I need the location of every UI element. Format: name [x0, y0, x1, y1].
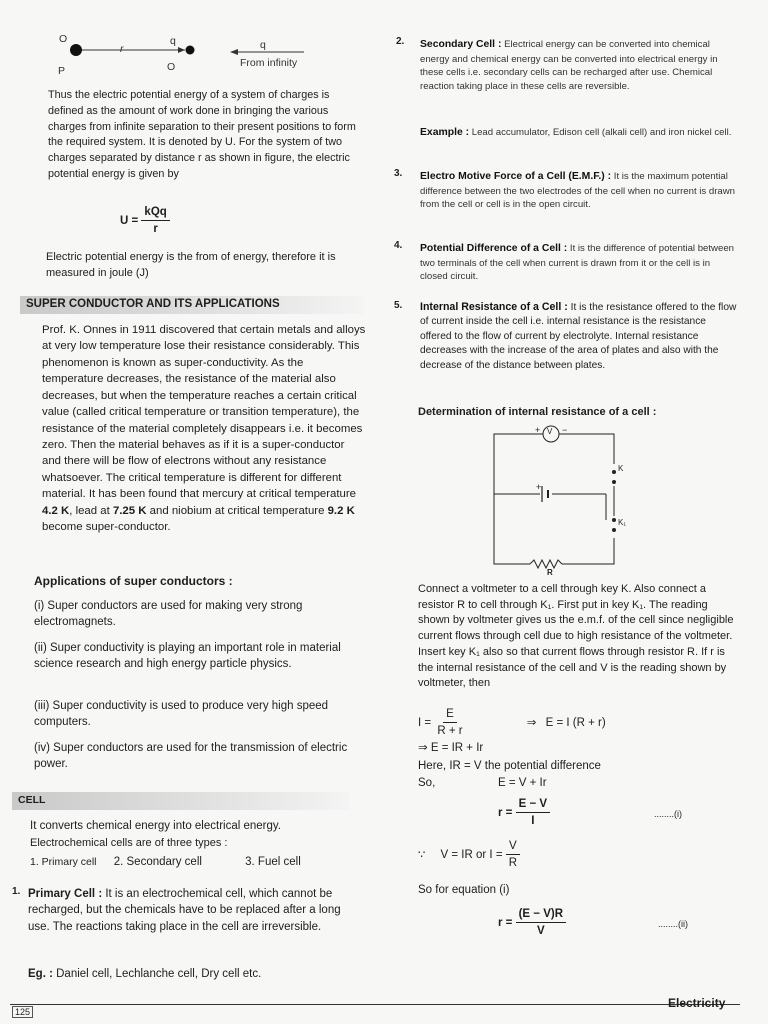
cell-heading-band — [12, 792, 350, 810]
app-item-2: (ii) Super conductivity is playing an important role in material science research and high energy particle physics. — [34, 642, 341, 671]
example-title: Example : — [420, 127, 470, 138]
eq5-den: V — [536, 925, 545, 938]
secondary-text: Electrical energy can be converted into chemical energy and chemical energy can be converted into electrical energy in these cells i.e. secondary cells can be recharged after use. Chemical reaction taking place in these cells are reversible. — [420, 39, 718, 92]
connect-paragraph: Connect a voltmeter to a cell through key K. Also connect a resistor R to cell through K₁. First put in key K₁. The reading shown by voltmeter gives us the e.m.f. of the cell since negligible current flows through cell due to high resistance of the voltmeter. Insert key K₁ also so that current flows through resistor R. If r is the internal resistance of the cell and V is the reading shown by voltmeter, then — [418, 583, 734, 690]
cell-line-2: Electrochemical cells are of three types : — [30, 837, 228, 849]
cell-type-3: 3. Fuel cell — [245, 856, 301, 868]
sc-value-niobium: 9.2 K — [327, 504, 355, 517]
primary-title: Primary Cell : — [28, 888, 103, 900]
here-line: Here, IR = V the potential difference — [418, 760, 601, 772]
charge-p-label: P — [58, 65, 66, 77]
top-o-label: O — [59, 33, 68, 45]
item-5-num: 5. — [394, 300, 403, 311]
eq1-den: R + r — [437, 725, 463, 738]
cell-type-2: 2. Secondary cell — [113, 856, 202, 868]
app-item-4: (iv) Super conductors are used for the transmission of electric power. — [34, 742, 348, 771]
equation-4 — [418, 838, 520, 872]
formula-u — [120, 204, 170, 238]
plus-sign-cell: + — [536, 482, 542, 492]
plus-sign-top: + — [535, 425, 541, 435]
eq5-lhs: r = — [498, 916, 513, 929]
sc-value-mercury: 4.2 K — [42, 504, 70, 517]
ir-text: It is the resistance offered to the flow of current inside the cell i.e. internal resistance is the resistance offered to the flow of current by electrolyte. Internal resistance decreases with the increase of the area of plates and also with the decrease of the distance between plates. — [420, 302, 737, 371]
app-item-1: (i) Super conductors are used for making very strong electromagnets. — [34, 600, 303, 629]
example-paragraph — [420, 126, 740, 141]
r-label: r — [120, 43, 124, 55]
app-item-3: (iii) Super conductivity is used to produce very high speed computers. — [34, 700, 329, 729]
eq3-den: I — [531, 815, 535, 828]
minus-sign-top: − — [562, 425, 568, 435]
primary-num: 1. — [12, 886, 21, 897]
energy-paragraph: Thus the electric potential energy of a system of charges is defined as the amount of work done in bringing the various charges from infinite separation to their present positions to form the required system. It is denoted by U. For the system of two charges separated by distance r as shown in figure, the electric potential energy is given by — [48, 89, 356, 180]
example-text: Lead accumulator, Edison cell (alkali cell) and iron nickel cell. — [469, 127, 732, 138]
sc-text-b: , lead at — [69, 504, 113, 517]
emf-text: It is the maximum potential difference between the two electrodes of the cell when no current is drawn from the cell or cell is in the open circuit. — [420, 171, 736, 211]
eq1-rhs: E = I (R + r) — [545, 716, 606, 729]
eq4-lhs: V = IR or I = — [440, 848, 503, 861]
so-equation: E = V + Ir — [498, 777, 547, 789]
eq5-num: (E − V)R — [516, 906, 566, 923]
eq3-lhs: r = — [498, 806, 513, 819]
charge-o-dot — [186, 46, 195, 55]
eq1-num: E — [443, 706, 457, 723]
sc-text-d: become super-conductor. — [42, 521, 171, 534]
cell-types — [30, 854, 366, 870]
applications-heading: Applications of super conductors : — [34, 574, 233, 588]
key-k-symbol — [612, 470, 616, 474]
cell-line-1: It converts chemical energy into electrical energy. — [30, 820, 281, 832]
item-4-num: 4. — [394, 240, 403, 251]
emf-title: Electro Motive Force of a Cell (E.M.F.) : — [420, 171, 612, 182]
equation-2: ⇒ E = IR + Ir — [418, 742, 484, 754]
cell-heading: CELL — [18, 794, 46, 806]
equation-5 — [498, 906, 738, 940]
charge-p-dot — [70, 44, 82, 56]
determination-heading: Determination of internal resistance of a cell : — [418, 406, 657, 418]
so-for-equation: So for equation (i) — [418, 884, 510, 896]
equation-1 — [418, 706, 606, 740]
so-label: So, — [418, 777, 436, 789]
top-q-label: q — [170, 35, 176, 47]
secondary-title: Secondary Cell : — [420, 39, 502, 50]
key-k1-label: K₁ — [618, 518, 627, 527]
formula-u-den: r — [153, 223, 158, 236]
because-symbol: ∵ — [418, 848, 426, 861]
formula-u-num: kQq — [141, 204, 169, 221]
ir-title: Internal Resistance of a Cell : — [420, 301, 568, 313]
emf-paragraph — [420, 170, 740, 212]
key-k-label: K — [618, 464, 624, 473]
eq4-den: R — [508, 857, 518, 870]
eg-text: Daniel cell, Lechlanche cell, Dry cell etc. — [52, 968, 262, 980]
so-line — [418, 775, 738, 791]
q-inf-label: q — [260, 39, 266, 51]
primary-cell-paragraph — [28, 886, 364, 935]
superconductor-heading: SUPER CONDUCTOR AND ITS APPLICATIONS — [26, 298, 280, 310]
item-3-num: 3. — [394, 168, 403, 179]
energy-note: Electric potential energy is the from of energy, therefore it is measured in joule (J) — [46, 251, 336, 279]
example-line — [28, 966, 364, 982]
pd-title: Potential Difference of a Cell : — [420, 243, 568, 254]
sc-value-lead: 7.25 K — [112, 504, 147, 517]
pd-paragraph — [420, 242, 740, 284]
superconductor-paragraph — [42, 322, 366, 535]
sc-text-a: Prof. K. Onnes in 1911 discovered that certain metals and alloys at very low temperature lose their resistance considerably. This phenomenon is known as super-conductivity. As the temperature decreases, the resistance of the material also decreases, but when the temperature reaches a certain critical value (called critical temperature or transition temperature), the resistance of the material completely disappears i.e. it becomes zero. Then the material behaves as if it is a super-conductor and there will be flow of electrons without any resistance whatsoever. The critical temperature is different for different material. It has been found that mercury at critical temperature — [42, 324, 366, 501]
equation-3 — [498, 796, 738, 830]
pd-text: It is the difference of potential between two terminals of the cell when current is drawn from it or the cell is in closed circuit. — [420, 243, 734, 283]
voltmeter-label: V — [547, 427, 553, 436]
primary-text: It is an electrochemical cell, which cannot be recharged, but the chemicals have to be replaced after a long use. The reactions taking place in the cell are irreversible. — [28, 888, 341, 933]
charge-o-label: O — [167, 61, 176, 73]
eq1-arrow: ⇒ — [526, 716, 537, 729]
eq3-num: E − V — [516, 796, 550, 813]
formula-u-lhs: U = — [120, 214, 139, 227]
superconductor-heading-band — [20, 296, 364, 314]
eq1-lhs: I = — [418, 716, 432, 729]
resistor-label: R — [547, 568, 553, 577]
eq3-tag: ........(i) — [654, 809, 682, 819]
from-infinity-label: From infinity — [240, 57, 298, 69]
eg-label: Eg. : — [28, 968, 53, 980]
eq4-num: V — [506, 838, 520, 855]
key-k1-symbol — [612, 518, 616, 522]
item-2-num: 2. — [396, 36, 405, 47]
secondary-cell-paragraph — [420, 38, 740, 94]
chapter-title: Electricity — [668, 996, 726, 1010]
cell-type-1: 1. Primary cell — [30, 856, 97, 868]
circuit-diagram — [486, 424, 626, 574]
footer-rule — [10, 1004, 740, 1005]
page-number: 125 — [12, 1006, 33, 1018]
sc-text-c: and niobium at critical temperature — [146, 504, 328, 517]
eq5-tag: ........(ii) — [658, 919, 688, 929]
internal-resistance-paragraph — [420, 300, 740, 373]
